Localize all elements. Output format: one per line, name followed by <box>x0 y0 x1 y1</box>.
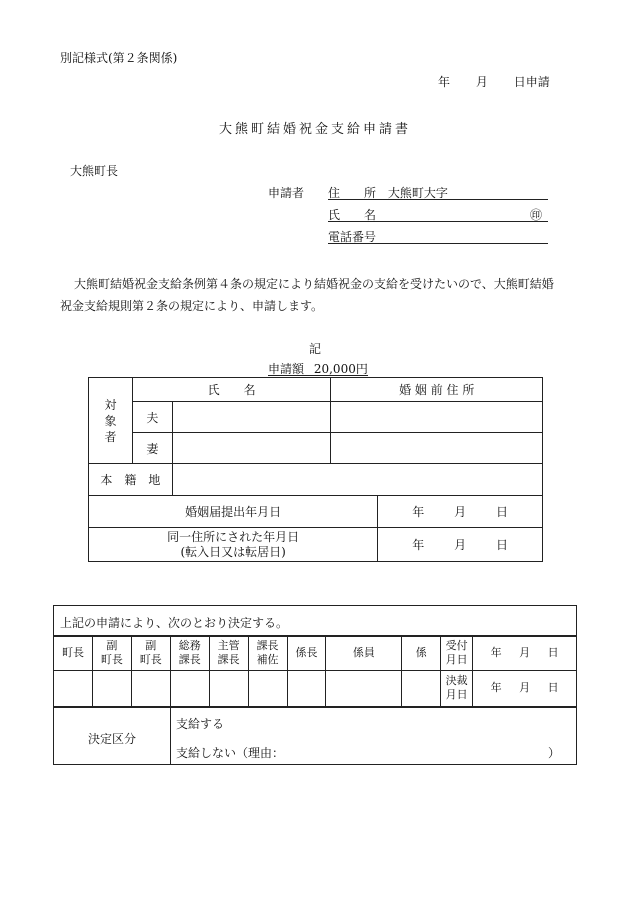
honseki-cell[interactable] <box>172 464 542 496</box>
decision-intro: 上記の申請により、次のとおり決定する。 <box>60 616 289 630</box>
hdr-kakariin <box>326 636 402 670</box>
option-nopay[interactable]: 支給しない（理由： <box>176 746 285 760</box>
received-label <box>441 636 473 670</box>
hdr-shukan-kacho <box>209 636 248 670</box>
decided-label <box>441 670 473 707</box>
hdr-kacho-hosa <box>248 636 287 670</box>
subject-cell <box>89 378 133 464</box>
h4a: 主管 <box>217 639 240 653</box>
stamp-5[interactable] <box>209 670 248 707</box>
addressee: 大熊町長 <box>70 164 119 178</box>
wife-name-cell[interactable] <box>172 433 331 464</box>
col-prev-address-header: 婚 姻 前 住 所 <box>331 378 543 402</box>
hdr-chocho <box>54 636 93 670</box>
marriage-date-cell[interactable] <box>378 496 543 528</box>
h1b: 町長 <box>100 653 123 667</box>
name-line <box>328 206 548 222</box>
husband-address-cell[interactable] <box>331 402 543 433</box>
amount-line <box>268 360 368 376</box>
h5a: 課長 <box>256 639 279 653</box>
h1a: 副 <box>106 639 118 653</box>
stamp-8[interactable] <box>326 670 402 707</box>
cohabit-label-2: (転入日又は転居日) <box>180 544 286 559</box>
stamp-9[interactable] <box>402 670 441 707</box>
body-text <box>60 273 580 317</box>
decided-date[interactable] <box>473 670 577 707</box>
received-date[interactable] <box>473 636 577 670</box>
amount-value: 20,000円 <box>313 362 368 376</box>
h2b: 町長 <box>139 653 162 667</box>
address-value: 大熊町大字 <box>387 186 448 200</box>
address-line <box>328 184 548 200</box>
h4b: 課長 <box>217 653 240 667</box>
marriage-date-label: 婚姻届提出年月日 <box>89 496 378 528</box>
approval-table <box>53 635 577 708</box>
phone-line <box>328 228 548 244</box>
cohabit-date-cell[interactable] <box>378 528 543 562</box>
cd-day: 日 <box>495 538 508 552</box>
subject-char-3: 者 <box>104 429 117 444</box>
ki-label: 記 <box>308 342 321 356</box>
cohabit-date-label <box>89 528 378 562</box>
rd-day: 日 <box>547 646 559 660</box>
dd-year: 年 <box>490 681 502 695</box>
option-close-paren: ） <box>548 746 561 760</box>
stamp-6[interactable] <box>248 670 287 707</box>
dec-a: 決裁 <box>445 674 468 688</box>
h6a: 係長 <box>295 646 318 660</box>
hdr-chocho-text: 町長 <box>61 646 84 660</box>
h8a: 係 <box>415 646 427 660</box>
address-label: 住 所 <box>328 186 377 200</box>
hdr-fukuchocho-2 <box>131 636 170 670</box>
kubun-divider <box>170 708 171 764</box>
hdr-kakaricho <box>287 636 326 670</box>
stamp-3[interactable] <box>131 670 170 707</box>
honseki-label: 本 籍 地 <box>89 464 173 496</box>
stamp-1[interactable] <box>54 670 93 707</box>
cd-month: 月 <box>454 538 467 552</box>
name-label: 氏 名 <box>328 208 377 222</box>
stamp-4[interactable] <box>170 670 209 707</box>
h7a: 係員 <box>352 646 375 660</box>
hdr-kakari <box>402 636 441 670</box>
page-title: 大熊町結婚祝金支給申請書 <box>218 122 411 137</box>
recv-a: 受付 <box>445 639 468 653</box>
date-year: 年 <box>438 75 451 89</box>
stamp-2[interactable] <box>92 670 131 707</box>
option-pay[interactable]: 支給する <box>176 717 225 731</box>
md-year: 年 <box>412 505 425 519</box>
h5b: 補佐 <box>256 653 279 667</box>
cohabit-label-1: 同一住所にされた年月日 <box>167 529 300 544</box>
subject-char-1: 対 <box>104 397 117 412</box>
dd-month: 月 <box>519 681 531 695</box>
hdr-somu-kacho <box>170 636 209 670</box>
h3b: 課長 <box>178 653 201 667</box>
kubun-label: 決定区分 <box>87 732 136 746</box>
rd-year: 年 <box>490 646 502 660</box>
husband-name-cell[interactable] <box>172 402 331 433</box>
dd-day: 日 <box>547 681 559 695</box>
md-month: 月 <box>454 505 467 519</box>
col-name-header: 氏 名 <box>132 378 331 402</box>
seal-mark: ㊞ <box>529 208 542 222</box>
stamp-7[interactable] <box>287 670 326 707</box>
h2a: 副 <box>145 639 157 653</box>
applicant-label: 申請者 <box>268 186 305 200</box>
wife-label: 妻 <box>132 433 172 464</box>
request-date-line <box>438 73 550 90</box>
rd-month: 月 <box>519 646 531 660</box>
phone-label: 電話番号 <box>328 230 377 244</box>
amount-label: 申請額 <box>268 362 305 376</box>
h3a: 総務 <box>178 639 201 653</box>
md-day: 日 <box>495 505 508 519</box>
hdr-fukuchocho-1 <box>92 636 131 670</box>
subject-char-2: 象 <box>104 413 117 428</box>
husband-label: 夫 <box>132 402 172 433</box>
applicant-table <box>88 377 543 562</box>
wife-address-cell[interactable] <box>331 433 543 464</box>
body-line-1: 大熊町結婚祝金支給条例第４条の規定により結婚祝金の支給を受けたいので、大熊町結婚 <box>74 277 554 291</box>
decision-box <box>53 605 577 765</box>
recv-b: 月日 <box>445 653 468 667</box>
date-day-request: 日申請 <box>513 75 550 89</box>
date-month: 月 <box>475 75 488 89</box>
body-line-2: 祝金支給規則第２条の規定により、申請します。 <box>60 299 324 313</box>
cd-year: 年 <box>412 538 425 552</box>
dec-b: 月日 <box>445 688 468 702</box>
form-label: 別記様式(第２条関係) <box>60 51 178 65</box>
